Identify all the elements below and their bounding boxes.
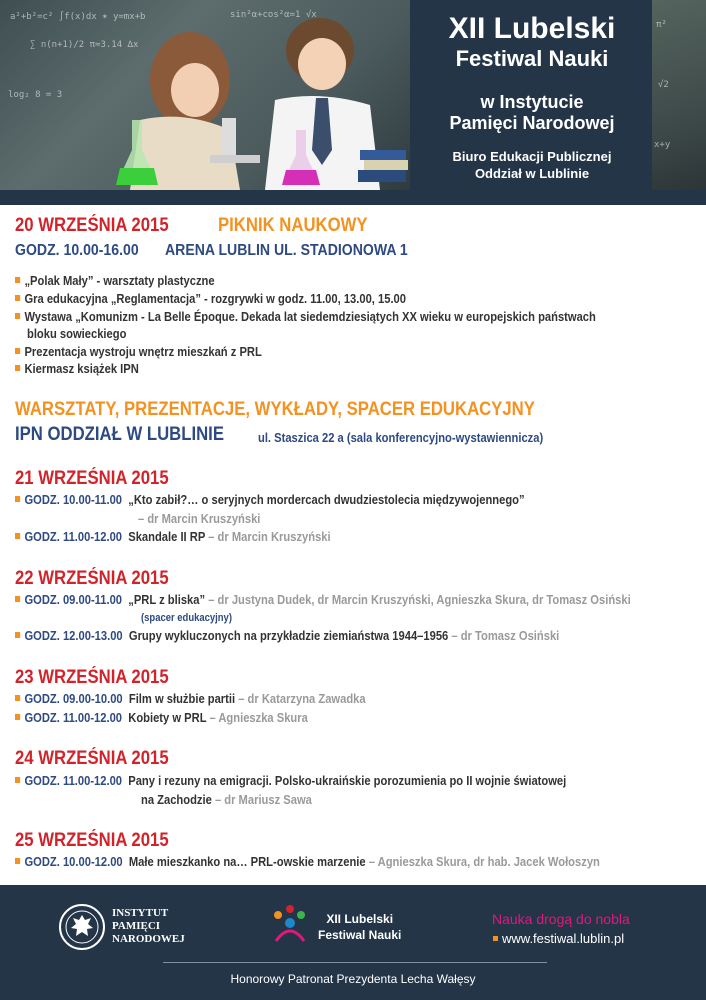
day-date: 23 WRZEŚNIA 2015 xyxy=(15,667,169,688)
bullet-icon xyxy=(15,777,20,783)
event-row: GODZ. 10.00-12.00 Małe mieszkanko na… PRL-owskie marzenie – Agnieszka Skura, dr hab. Jacek Wołoszyn xyxy=(15,854,600,869)
bullet-icon xyxy=(15,365,20,371)
festival-title: XII Lubelski xyxy=(448,12,616,45)
picnic-date: 20 WRZEŚNIA 2015 xyxy=(15,215,169,236)
footer xyxy=(0,885,706,1000)
picnic-item-continuation: bloku sowieckiego xyxy=(27,326,127,341)
event-row: GODZ. 09.00-11.00 „PRL z bliska” – dr Justyna Dudek, dr Marcin Kruszyński, Agnieszka Skura, dr Tomasz Osiński xyxy=(15,592,631,607)
patronage-line: Honorowy Patronat Prezydenta Lecha Wałęsy xyxy=(230,972,476,986)
event-row: GODZ. 11.00-12.00 Skandale II RP – dr Marcin Kruszyński xyxy=(15,529,331,544)
bullet-icon xyxy=(15,596,20,602)
bullet-icon xyxy=(15,632,20,638)
bullet-icon xyxy=(15,295,20,301)
bullet-icon xyxy=(15,858,20,864)
bullet-icon xyxy=(493,936,498,941)
bullet-icon xyxy=(15,348,20,354)
picnic-item: „Polak Mały” - warsztaty plastyczne xyxy=(15,273,215,288)
office-line1: Biuro Edukacji Publicznej xyxy=(452,149,612,164)
header-photo-right: π² √2 x+y xyxy=(652,0,706,190)
office-line2: Oddział w Lublinie xyxy=(474,166,590,181)
ipn-eagle-seal-icon xyxy=(58,903,106,951)
festival-subtitle: Festiwal Nauki xyxy=(455,46,609,71)
event-row: GODZ. 12.00-13.00 Grupy wykluczonych na przykładzie ziemiaństwa 1944–1956 – dr Tomasz Osiński xyxy=(15,628,559,643)
picnic-item: Gra edukacyjna „Reglamentacja” - rozgrywki w godz. 11.00, 13.00, 15.00 xyxy=(15,291,406,306)
children-lab-illustration xyxy=(0,0,410,190)
day-date: 21 WRZEŚNIA 2015 xyxy=(15,468,169,489)
day-date: 24 WRZEŚNIA 2015 xyxy=(15,748,169,769)
header-photo: a²+b²=c² ∫f(x)dx ✶ y=mx+b ∑ n(n+1)/2 π≈3.14 ∆x sin²α+cos²α=1 √x log₂ 8 = 3 xyxy=(0,0,410,190)
header-banner xyxy=(0,0,706,205)
day-date: 25 WRZEŚNIA 2015 xyxy=(15,830,169,851)
picnic-venue: ARENA LUBLIN UL. STADIONOWA 1 xyxy=(165,242,408,259)
day-date: 22 WRZEŚNIA 2015 xyxy=(15,568,169,589)
workshops-title: WARSZTATY, PREZENTACJE, WYKŁADY, SPACER EDUKACYJNY xyxy=(15,399,535,420)
picnic-item: Prezentacja wystroju wnętrz mieszkań z PRL xyxy=(15,344,262,359)
festival-url-link[interactable]: www.festiwal.lublin.pl xyxy=(493,931,624,946)
bullet-icon xyxy=(15,277,20,283)
event-row: GODZ. 09.00-10.00 Film w służbie partii – dr Katarzyna Zawadka xyxy=(15,691,366,706)
bullet-icon xyxy=(15,496,20,502)
bullet-icon xyxy=(15,313,20,319)
institute-line2: Pamięci Narodowej xyxy=(449,113,615,133)
header-title-block xyxy=(412,12,652,182)
festival-logo-text: XII Lubelski Festiwal Nauki xyxy=(318,912,402,942)
festival-logo-icon xyxy=(268,901,312,945)
divider xyxy=(163,962,547,963)
picnic-title: PIKNIK NAUKOWY xyxy=(218,215,368,236)
event-row: GODZ. 11.00-12.00 Pany i rezuny na emigracji. Polsko-ukraińskie porozumienia po II wojnie światowej xyxy=(15,773,566,788)
event-lecturer: – dr Marcin Kruszyński xyxy=(138,511,261,526)
ipn-logo-text: INSTYTUT PAMIĘCI NARODOWEJ xyxy=(112,907,185,945)
picnic-hours: GODZ. 10.00-16.00 xyxy=(15,242,139,259)
institute-line1: w Instytucie xyxy=(480,92,584,112)
picnic-item: Wystawa „Komunizm - La Belle Époque. Dekada lat siedemdziesiątych XX wieku w europejskich państwach xyxy=(15,309,596,324)
event-row: GODZ. 10.00-11.00 „Kto zabił?… o seryjnych mordercach dwudziestolecia międzywojennego” xyxy=(15,492,525,507)
bullet-icon xyxy=(15,714,20,720)
event-note: (spacer edukacyjny) xyxy=(141,612,232,624)
bullet-icon xyxy=(15,695,20,701)
bullet-icon xyxy=(15,533,20,539)
event-row: GODZ. 11.00-12.00 Kobiety w PRL – Agnieszka Skura xyxy=(15,710,308,725)
workshops-place: IPN ODDZIAŁ W LUBLINIE xyxy=(15,424,224,445)
picnic-item: Kiermasz książek IPN xyxy=(15,361,139,376)
workshops-address: ul. Staszica 22 a (sala konferencyjno-wystawiennicza) xyxy=(258,430,544,445)
event-title-continuation: na Zachodzie – dr Mariusz Sawa xyxy=(141,792,312,807)
slogan: Nauka drogą do nobla xyxy=(492,911,630,927)
